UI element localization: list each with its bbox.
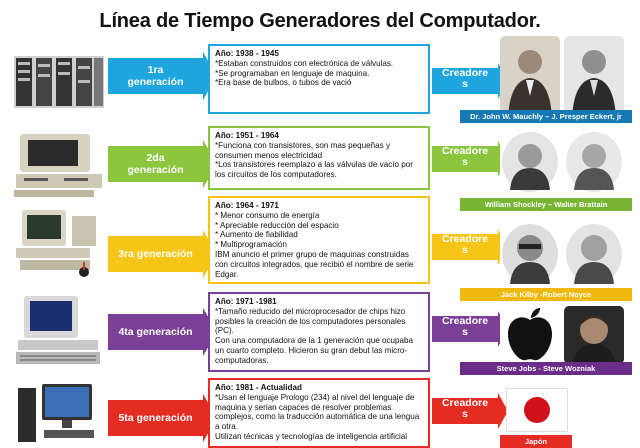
generation-year: Año: 1964 - 1971	[215, 201, 279, 210]
generation-detail: *Los transistores reemplazo a las válvulas de vacío por los circuitos de los computadores.	[215, 160, 413, 180]
creators-arrow	[432, 234, 498, 260]
generation-row-4	[0, 292, 640, 376]
creators-photos	[500, 36, 628, 118]
creators-label: Creadores	[441, 233, 489, 256]
creators-label: Creadores	[441, 67, 489, 90]
generation-label: 5ta generación	[118, 412, 193, 424]
generation-arrow	[108, 146, 203, 182]
generation-detail: * Aumento de fiabilidad	[215, 230, 298, 240]
generation-label: 1ra generación	[127, 64, 184, 88]
creators-photos	[500, 128, 628, 192]
page-title: Línea de Tiempo Generadores del Computador.	[99, 10, 541, 32]
generation-detail: *Estaban construidos con electrónica de válvulas.	[215, 58, 394, 68]
generation-row-3	[0, 196, 640, 299]
generation-year: Año: 1981 - Actualidad	[215, 383, 302, 392]
generation-detail: * Menor consumo de energía	[215, 210, 320, 220]
creator-photo	[564, 128, 624, 192]
generation-arrow	[108, 400, 203, 436]
minicomputer-image	[14, 210, 104, 280]
creator-photo	[564, 306, 624, 364]
creators-photos	[500, 306, 628, 364]
generation-row-2	[0, 126, 640, 209]
generation-detail: *Funciona con transistores, son mas pequeñas y consumen menos electricidad	[215, 140, 391, 160]
generation-detail: * Multiprogramación	[215, 240, 287, 250]
generation-arrow	[108, 236, 203, 272]
eniac-computer-image	[14, 52, 104, 112]
generation-info-box	[208, 378, 430, 448]
creators-label: Creadores	[441, 145, 489, 168]
apple-logo-photo	[500, 306, 560, 364]
creators-photos	[500, 222, 628, 286]
generation-label: 2da generación	[127, 152, 184, 176]
generation-detail: *Tamaño reducido del microprocesador de chips hizo posibles la creación de los computadores personales (PC).	[215, 306, 406, 336]
generation-arrow	[108, 58, 203, 94]
generation-year: Año: 1971 -1981	[215, 297, 277, 306]
creators-caption: Steve Jobs - Steve Wozniak	[460, 362, 632, 375]
creators-caption: Jack Kilby -Robert Noyce	[460, 288, 632, 301]
ibm-computer-image	[14, 132, 104, 198]
creator-photo	[500, 128, 560, 192]
creator-photo	[500, 36, 560, 118]
personal-computer-image	[14, 296, 104, 366]
creators-arrow	[432, 68, 498, 94]
generation-detail: Utilizan técnicas y tecnologías de inteligencia artificial	[215, 431, 408, 441]
generation-label: 4ta generación	[118, 326, 193, 338]
generation-detail: *Era base de bulbos, o tubos de vació	[215, 78, 352, 88]
creators-arrow	[432, 398, 498, 424]
creator-photo	[564, 36, 624, 118]
japan-flag-image	[506, 388, 568, 432]
generation-info-box	[208, 44, 430, 114]
generation-label: 3ra generación	[118, 248, 193, 260]
creator-photo	[500, 222, 560, 286]
creator-photo	[564, 222, 624, 286]
modern-computer-image	[14, 384, 104, 444]
generation-info-box	[208, 126, 430, 190]
generation-arrow	[108, 314, 203, 350]
creators-caption: William Shockley – Walter Brattain	[460, 198, 632, 211]
generation-year: Año: 1938 - 1945	[215, 49, 279, 58]
generation-year: Año: 1951 - 1964	[215, 131, 279, 140]
creators-arrow	[432, 146, 498, 172]
generation-detail: *Se programaban en lenguaje de maquina.	[215, 68, 370, 78]
creators-label: Creadores	[441, 315, 489, 338]
generation-detail: IBM anuncio el primer grupo de maquinas construidas con circuitos integrados, que recibió el nombre de serie Edgar.	[215, 249, 414, 279]
generation-detail: * Apreciable reducción del espacio	[215, 220, 339, 230]
generation-detail: Con una computadora de la 1 generación que ocupaba un cuarto completo. Hicieron su gran debut las micro-computadoras.	[215, 336, 413, 365]
generation-detail: *Usan el lenguaje Prologo (234) al nivel del lenguaje de maquina y serian capaces de resolver problemas complejos, como la traducción automática de una lengua a otra.	[215, 392, 420, 432]
creators-caption: Japón	[500, 435, 572, 448]
creators-caption: Dr. John W. Mauchly – J. Presper Eckert, jr	[460, 110, 632, 123]
generation-row-1	[0, 44, 640, 124]
creators-label: Creadores	[441, 397, 489, 420]
generation-info-box	[208, 292, 430, 372]
generation-info-box	[208, 196, 430, 284]
creators-arrow	[432, 316, 498, 342]
generation-row-5	[0, 378, 640, 446]
